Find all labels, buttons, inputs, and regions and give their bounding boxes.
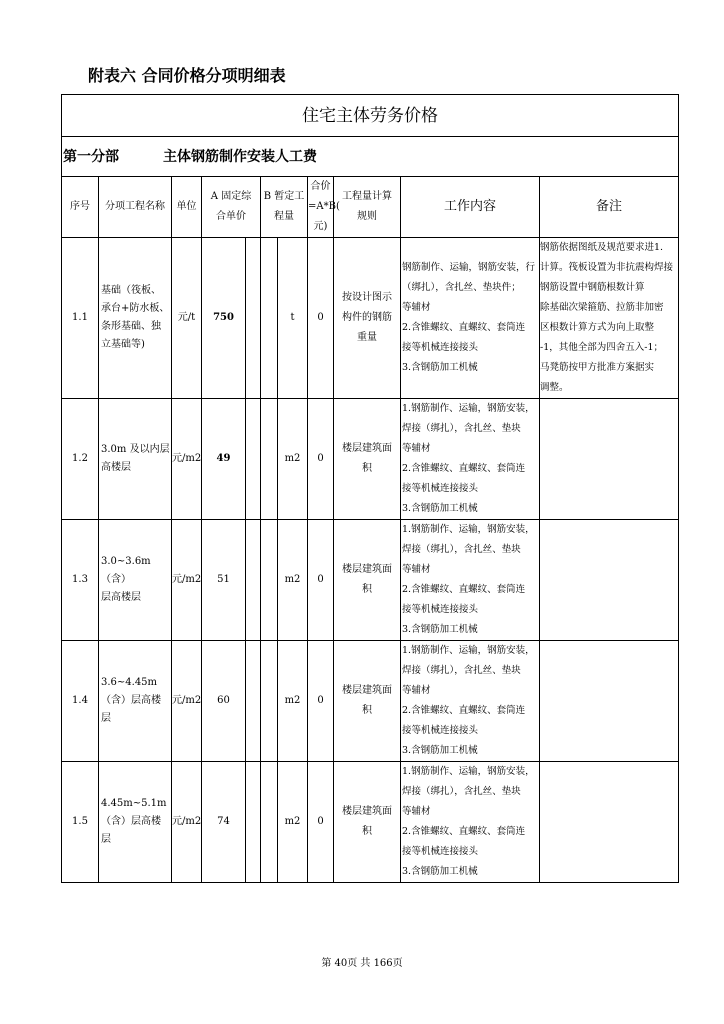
row-qty-unit: m2 <box>278 520 308 641</box>
header-price <box>202 177 261 238</box>
page-footer: 第 40页 共 166页 <box>321 958 403 969</box>
row-calc-rule <box>334 520 401 641</box>
row-spacer <box>246 520 261 641</box>
header-seq: 序号 <box>62 177 99 238</box>
text-line: 焊接（绑扎），含扎丝、垫块 <box>402 544 521 555</box>
row-remark <box>540 641 679 762</box>
text-line: 马凳筋按甲方批准方案据实 <box>540 362 655 373</box>
text-line: 除基础次梁箍筋、拉筋非加密 <box>540 302 664 313</box>
text-line: 层 <box>101 713 111 724</box>
row-unit-price: 49 <box>202 399 246 520</box>
text-line: 规则 <box>357 211 377 222</box>
text-line: 接等机械连接接头 <box>402 342 479 353</box>
section-part: 第一分部 <box>63 148 119 165</box>
text-line: 2.含锥螺纹、直螺纹、套筒连 <box>402 705 526 716</box>
header-work: 工作内容 <box>401 177 540 238</box>
text-line: 钢筋设置中钢筋根数计算 <box>540 282 645 293</box>
row-seq: 1.1 <box>62 238 99 399</box>
text-line: 接等机械连接接头 <box>402 604 479 615</box>
row-seq: 1.3 <box>62 520 99 641</box>
text-line: 区根数计算方式为向上取整 <box>540 322 655 333</box>
text-line: 楼层建筑面 <box>342 806 392 817</box>
price-breakdown-table <box>61 94 679 883</box>
row-work-content <box>401 399 540 520</box>
row-spacer <box>246 762 261 883</box>
header-unit: 单位 <box>172 177 202 238</box>
row-unit: 元/m2 <box>172 762 202 883</box>
row-unit-price: 60 <box>202 641 246 762</box>
text-line: 积 <box>362 584 372 595</box>
row-item-name <box>99 399 172 520</box>
row-spacer <box>261 520 278 641</box>
section-title: 主体钢筋制作安装人工费 <box>163 148 317 165</box>
text-line: 等辅材 <box>402 685 431 696</box>
table-banner: 住宅主体劳务价格 <box>62 95 679 137</box>
row-qty-unit: m2 <box>278 641 308 762</box>
text-line: 楼层建筑面 <box>342 443 392 454</box>
text-line: 4.45m~5.1m <box>101 798 167 809</box>
table-row <box>62 762 679 883</box>
row-remark <box>540 520 679 641</box>
row-spacer <box>261 641 278 762</box>
text-line: 接等机械连接接头 <box>402 725 479 736</box>
text-line: （绑扎），含扎丝、垫块件； <box>402 282 521 293</box>
row-qty-unit: t <box>278 238 308 399</box>
row-work-content <box>401 762 540 883</box>
header-qty <box>261 177 308 238</box>
text-line: 高楼层 <box>101 462 131 473</box>
header-note: 备注 <box>540 177 679 238</box>
text-line: 合单价 <box>216 211 246 222</box>
row-unit-price: 74 <box>202 762 246 883</box>
row-remark <box>540 238 679 399</box>
text-line: 3.含钢筋加工机械 <box>402 866 478 877</box>
text-line: 2.含锥螺纹、直螺纹、套筒连 <box>402 584 526 595</box>
table-row <box>62 399 679 520</box>
row-total: 0 <box>308 399 334 520</box>
header-name: 分项工程名称 <box>99 177 172 238</box>
text-line: 层高楼层 <box>101 592 141 603</box>
row-unit: 元/m2 <box>172 520 202 641</box>
text-line: 调整。 <box>540 382 569 393</box>
text-line: 工程量计算 <box>342 191 392 202</box>
text-line: 3.0~3.6m（含） <box>101 556 151 585</box>
text-line: 1.钢筋制作、运输，钢筋安装， <box>402 403 535 414</box>
row-item-name <box>99 641 172 762</box>
text-line: 程量 <box>274 211 294 222</box>
text-line: A 固定综 <box>210 191 252 202</box>
text-line: 3.0m 及以内层 <box>101 444 170 455</box>
text-line: 重量 <box>357 332 377 343</box>
text-line: 积 <box>362 705 372 716</box>
header-rule <box>334 177 401 238</box>
row-remark <box>540 399 679 520</box>
text-line: 等辅材 <box>402 302 431 313</box>
row-seq: 1.2 <box>62 399 99 520</box>
text-line: 钢筋依据图纸及规范要求进1. <box>540 242 664 253</box>
row-calc-rule <box>334 762 401 883</box>
text-line: =A*B( <box>308 201 340 212</box>
text-line: 2.含锥螺纹、直螺纹、套筒连 <box>402 322 526 333</box>
text-line: 合价 <box>310 181 331 192</box>
text-line: 3.含钢筋加工机械 <box>402 503 478 514</box>
row-item-name <box>99 520 172 641</box>
text-line: 计算。筏板设置为非抗震构焊接 <box>540 262 674 273</box>
text-line: -1，其他全部为四舍五入-1； <box>540 342 664 353</box>
text-line: 楼层建筑面 <box>342 564 392 575</box>
text-line: （含）层高楼 <box>101 816 161 827</box>
text-line: 按设计图示 <box>342 292 392 303</box>
text-line: 焊接（绑扎），含扎丝、垫块 <box>402 423 521 434</box>
text-line: 3.6~4.45m <box>101 677 158 688</box>
text-line: 等辅材 <box>402 443 431 454</box>
row-seq: 1.5 <box>62 762 99 883</box>
row-unit: 元/m2 <box>172 641 202 762</box>
text-line: 立基础等) <box>101 339 145 350</box>
header-row <box>62 177 679 238</box>
row-unit: 元/m2 <box>172 399 202 520</box>
row-total: 0 <box>308 762 334 883</box>
text-line: 接等机械连接接头 <box>402 483 479 494</box>
text-line: 层 <box>101 834 111 845</box>
text-line: 3.含钢筋加工机械 <box>402 624 478 635</box>
row-total: 0 <box>308 641 334 762</box>
text-line: 基础（筏板、 <box>101 285 161 296</box>
row-qty-unit: m2 <box>278 762 308 883</box>
text-line: 承台+防水板、 <box>101 303 170 314</box>
text-line: B 暂定工 <box>263 191 305 202</box>
row-remark <box>540 762 679 883</box>
text-line: 钢筋制作、运输，钢筋安装，行 <box>402 262 536 273</box>
document-title: 附表六 合同价格分项明细表 <box>88 66 286 85</box>
row-calc-rule <box>334 641 401 762</box>
row-item-name <box>99 762 172 883</box>
row-qty-unit: m2 <box>278 399 308 520</box>
text-line: 积 <box>362 463 372 474</box>
row-calc-rule <box>334 238 401 399</box>
row-unit-price: 51 <box>202 520 246 641</box>
text-line: 2.含锥螺纹、直螺纹、套筒连 <box>402 463 526 474</box>
row-work-content <box>401 641 540 762</box>
text-line: 条形基础、独 <box>101 321 161 332</box>
row-spacer <box>261 238 278 399</box>
text-line: 焊接（绑扎），含扎丝、垫块 <box>402 665 521 676</box>
text-line: 2.含锥螺纹、直螺纹、套筒连 <box>402 826 526 837</box>
text-line: 3.含钢筋加工机械 <box>402 745 478 756</box>
text-line: 焊接（绑扎），含扎丝、垫块 <box>402 786 521 797</box>
row-work-content <box>401 238 540 399</box>
text-line: 1.钢筋制作、运输，钢筋安装， <box>402 524 535 535</box>
text-line: 积 <box>362 826 372 837</box>
text-line: 构件的钢筋 <box>342 312 392 323</box>
table-row <box>62 520 679 641</box>
text-line: 接等机械连接接头 <box>402 846 479 857</box>
row-work-content <box>401 520 540 641</box>
row-total: 0 <box>308 520 334 641</box>
row-spacer <box>246 399 261 520</box>
table-row <box>62 641 679 762</box>
text-line: 等辅材 <box>402 806 431 817</box>
text-line: 3.含钢筋加工机械 <box>402 362 478 373</box>
section-heading <box>62 137 679 177</box>
text-line: （含）层高楼 <box>101 695 161 706</box>
text-line: 1.钢筋制作、运输，钢筋安装， <box>402 645 535 656</box>
text-line: 1.钢筋制作、运输，钢筋安装， <box>402 766 535 777</box>
row-spacer <box>261 762 278 883</box>
text-line: 等辅材 <box>402 564 431 575</box>
text-line: 楼层建筑面 <box>342 685 392 696</box>
row-seq: 1.4 <box>62 641 99 762</box>
row-calc-rule <box>334 399 401 520</box>
row-unit: 元/t <box>172 238 202 399</box>
row-spacer <box>246 238 261 399</box>
row-spacer <box>246 641 261 762</box>
header-total <box>308 177 340 238</box>
row-item-name <box>99 238 172 399</box>
table-row <box>62 238 679 399</box>
row-spacer <box>261 399 278 520</box>
row-total: 0 <box>308 238 334 399</box>
row-unit-price: 750 <box>202 238 246 399</box>
text-line: 元) <box>313 221 328 232</box>
